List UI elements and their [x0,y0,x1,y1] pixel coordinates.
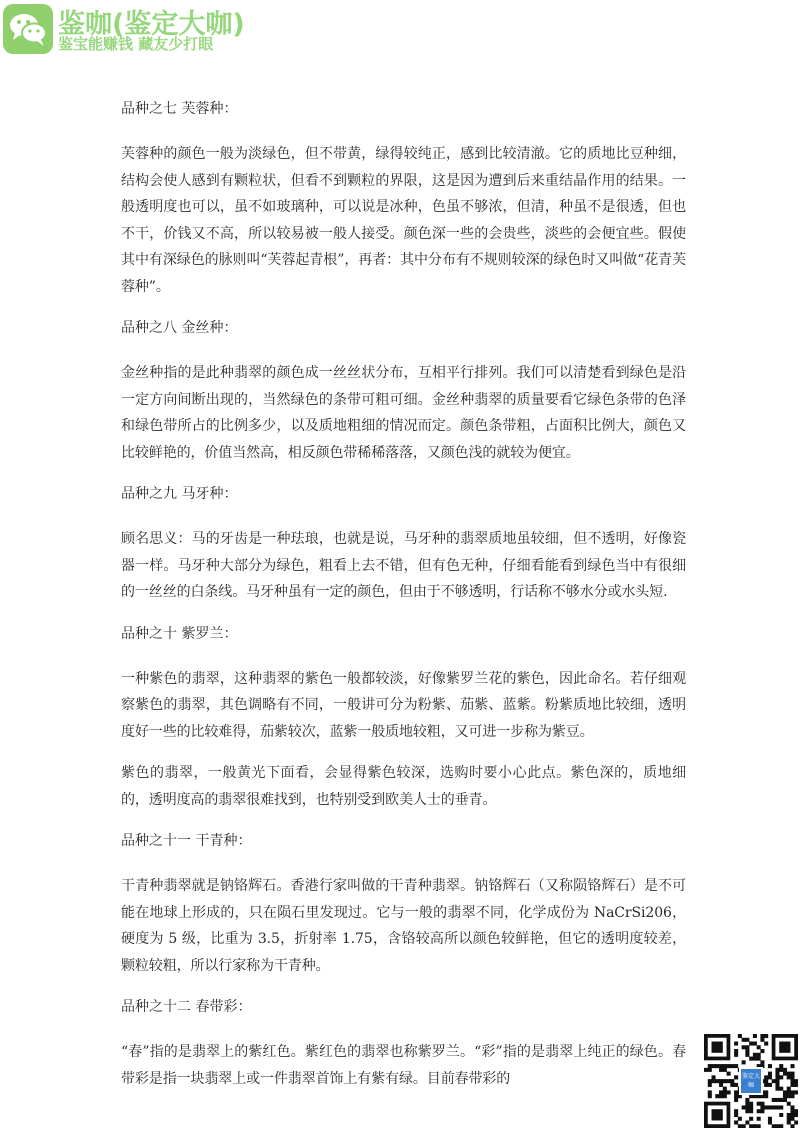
section-paragraph: 干青种翡翠就是钠铬辉石。香港行家叫做的干青种翡翠。钠铬辉石（又称陨铬辉石）是不可能在地球上形成的，只在陨石里发现过。它与一般的翡翠不同，化学成份为 NaCrSi206，硬度为 5 级，比重为 3.5，折射率 1.75，含铬较高所以颜色较鲜艳，但它的透明度较差，颗粒较粗，所以行家称为干青种。 [121,878,686,974]
section-heading: 品种之十 紫罗兰： [121,625,238,642]
section-chundaicai [121,994,686,1092]
section-paragraph: 芙蓉种的颜色一般为淡绿色，但不带黄，绿得较纯正，感到比较清澈。它的质地比豆种细，结构会使人感到有颗粒状，但看不到颗粒的界限，这是因为遭到后来重结晶作用的结果。一般透明度也可以，虽不如玻璃种，可以说是冰种，色虽不够浓，但清，种虽不是很透，但也不干，价钱又不高，所以较易被一般人接受。颜色深一些的会贵些，淡些的会便宜些。假使其中有深绿色的脉则叫“芙蓉起青根”，再者：其中分布有不规则较深的绿色时又叫做“花青芙蓉种”。 [121,146,686,295]
section-paragraph: 一种紫色的翡翠，这种翡翠的紫色一般都较淡，好像紫罗兰花的紫色，因此命名。若仔细观察紫色的翡翠，其色调略有不同，一般讲可分为粉紫、茄紫、蓝紫。粉紫质地比较细，透明度好一些的比较难得，茄紫较次，蓝紫一般质地较粗，又可进一步称为紫豆。 [121,670,686,740]
section-jinsi [121,315,686,481]
watermark-subtitle: 鉴宝能赚钱 藏友少打眼 [58,35,214,53]
section-heading: 品种之八 金丝种： [121,320,238,336]
section-paragraph: “春”指的是翡翠上的紫红色。紫红色的翡翠也称紫罗兰。“彩”指的是翡翠上纯正的绿色。春带彩是指一块翡翠上或一件翡翠首饰上有紫有绿。目前春带彩的 [121,1044,686,1087]
section-heading: 品种之十二 春带彩： [121,999,252,1015]
qr-badge: 鉴定大咖 [739,1067,763,1095]
section-paragraph: 顾名思义：马的牙齿是一种珐琅，也就是说，马牙种的翡翠质地虽较细，但不透明，好像瓷器一样。马牙种大部分为绿色，粗看上去不错，但有色无种，仔细看能看到绿色当中有很细的一丝丝的白条线。马牙种虽有一定的颜色，但由于不够透明，行话称不够水分或水头短. [121,531,686,600]
qr-code [704,1034,798,1128]
section-furong [121,96,686,315]
section-paragraph: 金丝种指的是此种翡翠的颜色成一丝丝状分布，互相平行排列。我们可以清楚看到绿色是沿一定方向间断出现的，当然绿色的条带可粗可细。金丝种翡翠的质量要看它绿色条带的色泽和绿色带所占的比例多少，以及质地粗细的情况而定。颜色条带粗，占面积比例大，颜色又比较鲜艳的，价值当然高，相反颜色带稀稀落落，又颜色浅的就较为便宜。 [121,365,686,461]
watermark [0,0,250,58]
section-heading: 品种之九 马牙种： [121,486,238,502]
section-paragraph: 紫色的翡翠，一般黄光下面看，会显得紫色较深，选购时要小心此点。紫色深的，质地细的，透明度高的翡翠很难找到，也特别受到欧美人士的垂青。 [121,765,686,808]
document-body [121,96,686,1092]
section-heading: 品种之七 芙蓉种： [121,101,238,117]
section-heading: 品种之十一 干青种： [121,833,252,849]
section-ziluolan [121,621,686,829]
wechat-icon [3,4,53,54]
section-maya [121,481,686,621]
watermark-title: 鉴咖(鉴定大咖) [58,9,245,40]
section-ganqing [121,828,686,994]
